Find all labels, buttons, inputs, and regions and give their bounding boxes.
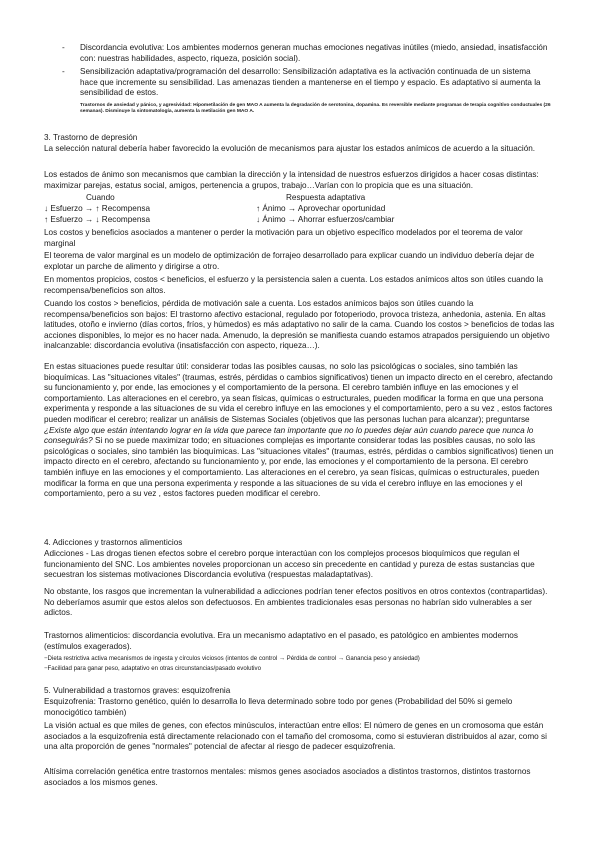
table-row-2-left: ↑ Esfuerzo → ↓ Recompensa: [44, 215, 151, 224]
s5-paragraph-1: Esquizofrenia: Trastorno genético, quién lo desarrolla lo lleva determinado sobre todo por genes (Probabilidad del 50% si gemelo monocigótico también): [44, 697, 513, 717]
s3-paragraph-4: El teorema de valor marginal es un modelo de optimización de forrajeo desarrollado para explicar cuando un individuo debería dejar de explotar un parche de alimento y dirigirse a otro.: [44, 251, 535, 271]
s3-p7-part-2: Si no se puede maximizar todo; en situaciones complejas es importante considerar todas las posibles causas, no solo las psicológicas o sociales, sino también las bioquímicas. Las "situaciones vitales" (traumas, estrés, pérdidas o cambios significativos) tienen un impacto directo en el cerebro, afectando su funcionamiento y, por ende, las emociones y el comportamiento de la persona. El cerebro también influye en las emociones y el comportamiento. Las alteraciones en el cerebro, ya sean físicas, químicas o estructurales, pueden modificar la forma en que una persona experimenta y responde a las situaciones de su vida el cerebro influye en las emociones y el comportamiento, pero a su vez , estos factores pueden modificar el cerebro.: [44, 436, 554, 499]
table-row-1-left: ↓ Esfuerzo → ↑ Recompensa: [44, 204, 151, 213]
note-ansiedad: Trastornos de ansiedad y pánico, y agresividad: Hipometilación de gen MAO A aumenta la degradación de serotonina, dopamina. Es reversible mediante programas de terapia cognitivo conductuales (26 semanas). Disminuye la sintomatología, aumenta la metilación gen MAO A.: [80, 103, 551, 115]
s3-paragraph-1: La selección natural debería haber favorecido la evolución de mecanismos para ajustar los estados anímicos de acuerdo a la situación.: [44, 144, 536, 153]
bullet-marker: -: [62, 67, 65, 76]
table-row-1-right: ↑ Ánimo → Aprovechar oportunidad: [256, 204, 386, 213]
s4-note-2: −Facilidad para ganar peso, adaptativo en otras circunstancias/pasado evolutivo: [44, 665, 261, 672]
bullet-marker: -: [62, 43, 65, 52]
s3-paragraph-7: [44, 362, 556, 500]
s3-paragraph-5: En momentos propicios, costos < beneficios, el esfuerzo y la persistencia salen a cuenta. Los estados anímicos altos son útiles cuando la recompensa/beneficios son altos.: [44, 275, 544, 295]
s3-paragraph-2: Los estados de ánimo son mecanismos que cambian la dirección y la intensidad de nuestros esfuerzos dirigidos a hacer cosas distintas: maximizar parejas, estatus social, amigos, pertenencia a grupos, trabajo…Varían con lo propicia que es una situación.: [44, 170, 539, 190]
bullet-discordancia: Discordancia evolutiva: Los ambientes modernos generan muchas emociones negativas inútiles (miedo, ansiedad, insatisfacción con: nuestras habilidades, aspecto, riqueza, posición social).: [80, 43, 548, 63]
s5-paragraph-3: Altísima correlación genética entre trastornos mentales: mismos genes asociados asociados a distintos trastornos, distintos trastornos asociados a los mismos genes.: [44, 767, 531, 787]
s3-paragraph-3: Los costos y beneficios asociados a mantener o perder la motivación para un objetivo específico modelados por el teorema de valor marginal: [44, 228, 523, 248]
section-3-title: 3. Trastorno de depresión: [44, 133, 138, 142]
section-5-title: 5. Vulnerabilidad a trastornos graves: esquizofrenia: [44, 686, 231, 695]
s3-p7-question: ¿Existe algo que están intentando lograr en la vida que parece tan importante que no lo puedes dejar aún cuando parece que nunca lo conseguirás?: [44, 425, 534, 446]
s4-paragraph-1: Adicciones - Las drogas tienen efectos sobre el cerebro porque interactúan con los complejos procesos bioquímicos que regulan el funcionamiento del SNC. Los ambientes noveles proporcionan un acceso sin precedente en cantidad y pureza de estas sustancias que secuestran los sistemas motivaciones Discordancia evolutiva (respuestas maladaptativas).: [44, 549, 535, 580]
table-row-2-right: ↓ Ánimo → Ahorrar esfuerzos/cambiar: [256, 215, 395, 224]
s4-paragraph-2: No obstante, los rasgos que incrementan la vulnerabilidad a adicciones podrían tener efectos positivos en otros contextos (contrapartidas). No deberíamos asumir que estos alelos son defectuosos. En ambientes tradicionales esas personas no habrían sido vulnerables a ser adictos.: [44, 587, 548, 618]
s4-paragraph-3: Trastornos alimenticios: discordancia evolutiva. Era un mecanismo adaptativo en el pasado, es patológico en ambientes modernos (estímulos exagerados).: [44, 631, 518, 651]
table-header-respuesta: Respuesta adaptativa: [286, 193, 366, 202]
table-header-cuando: Cuando: [86, 193, 115, 202]
section-4-title: 4. Adicciones y trastornos alimenticios: [44, 538, 183, 547]
s4-note-1: −Dieta restrictiva activa mecanismos de ingesta y círculos viciosos (intentos de control → Pérdida de control → Ganancia peso y ansiedad): [44, 655, 420, 662]
s5-paragraph-2: La visión actual es que miles de genes, con efectos minúsculos, interactúan entre ellos: El número de genes en un cromosoma que están asociados a la esquizofrenia está directamente relacionado con el tamaño del cromosoma, como si estuvieran distribuidos al azar, como si una alta proporción de genes "normales" potencial de afectar al riesgo de padecer esquizofrenia.: [44, 721, 547, 752]
s3-paragraph-6: Cuando los costos > beneficios, pérdida de motivación sale a cuenta. Los estados anímicos bajos son útiles cuando la recompensa/beneficios son bajos: El trastorno afectivo estacional, regulado por fotoperiodo, provoca tristeza, anhedonia, astenia. En altas latitudes, otoño e invierno (días cortos, fríos, y húmedos) es más adaptativo no salir de la cama. Cuando los costos > beneficios de todas las acciones disponibles, lo mejor es no hacer nada. Amenudo, la depresión se manifiesta cuando estamos atrapados persiguiendo un objetivo inalcanzable: discordancia evolutiva (insatisfacción con aspecto, riqueza…).: [44, 299, 555, 351]
bullet-sensibilizacion: Sensibilización adaptativa/programación del desarrollo: Sensibilización adaptativa es la activación continuada de un sistema hace que incremente su sensibilidad. Las amenazas tienden a mantenerse en el tiempo y espacio. Es adaptativo si aumenta la sensibilidad de estos.: [80, 67, 541, 98]
s3-p7-part-1: En estas situaciones puede resultar útil: considerar todas las posibles causas, no solo las psicológicas o sociales, sino también las bioquímicas. Las "situaciones vitales" (traumas, estrés, pérdidas o cambios significativos) tienen un impacto directo en el cerebro, afectando su funcionamiento y, por ende, las emociones y el comportamiento de la persona. El cerebro también influye en las emociones y el comportamiento. Las alteraciones en el cerebro, ya sean físicas, químicas o estructurales, pueden modificar la forma en que una persona experimenta y responde a las situaciones de su vida el cerebro influye en las emociones y el comportamiento, pero a su vez , estos factores pueden modificar el cerebro; realizar un análisis de Sistemas Sociales (objetivos que las personas luchan para alcanzar); preguntarse: [44, 362, 553, 424]
